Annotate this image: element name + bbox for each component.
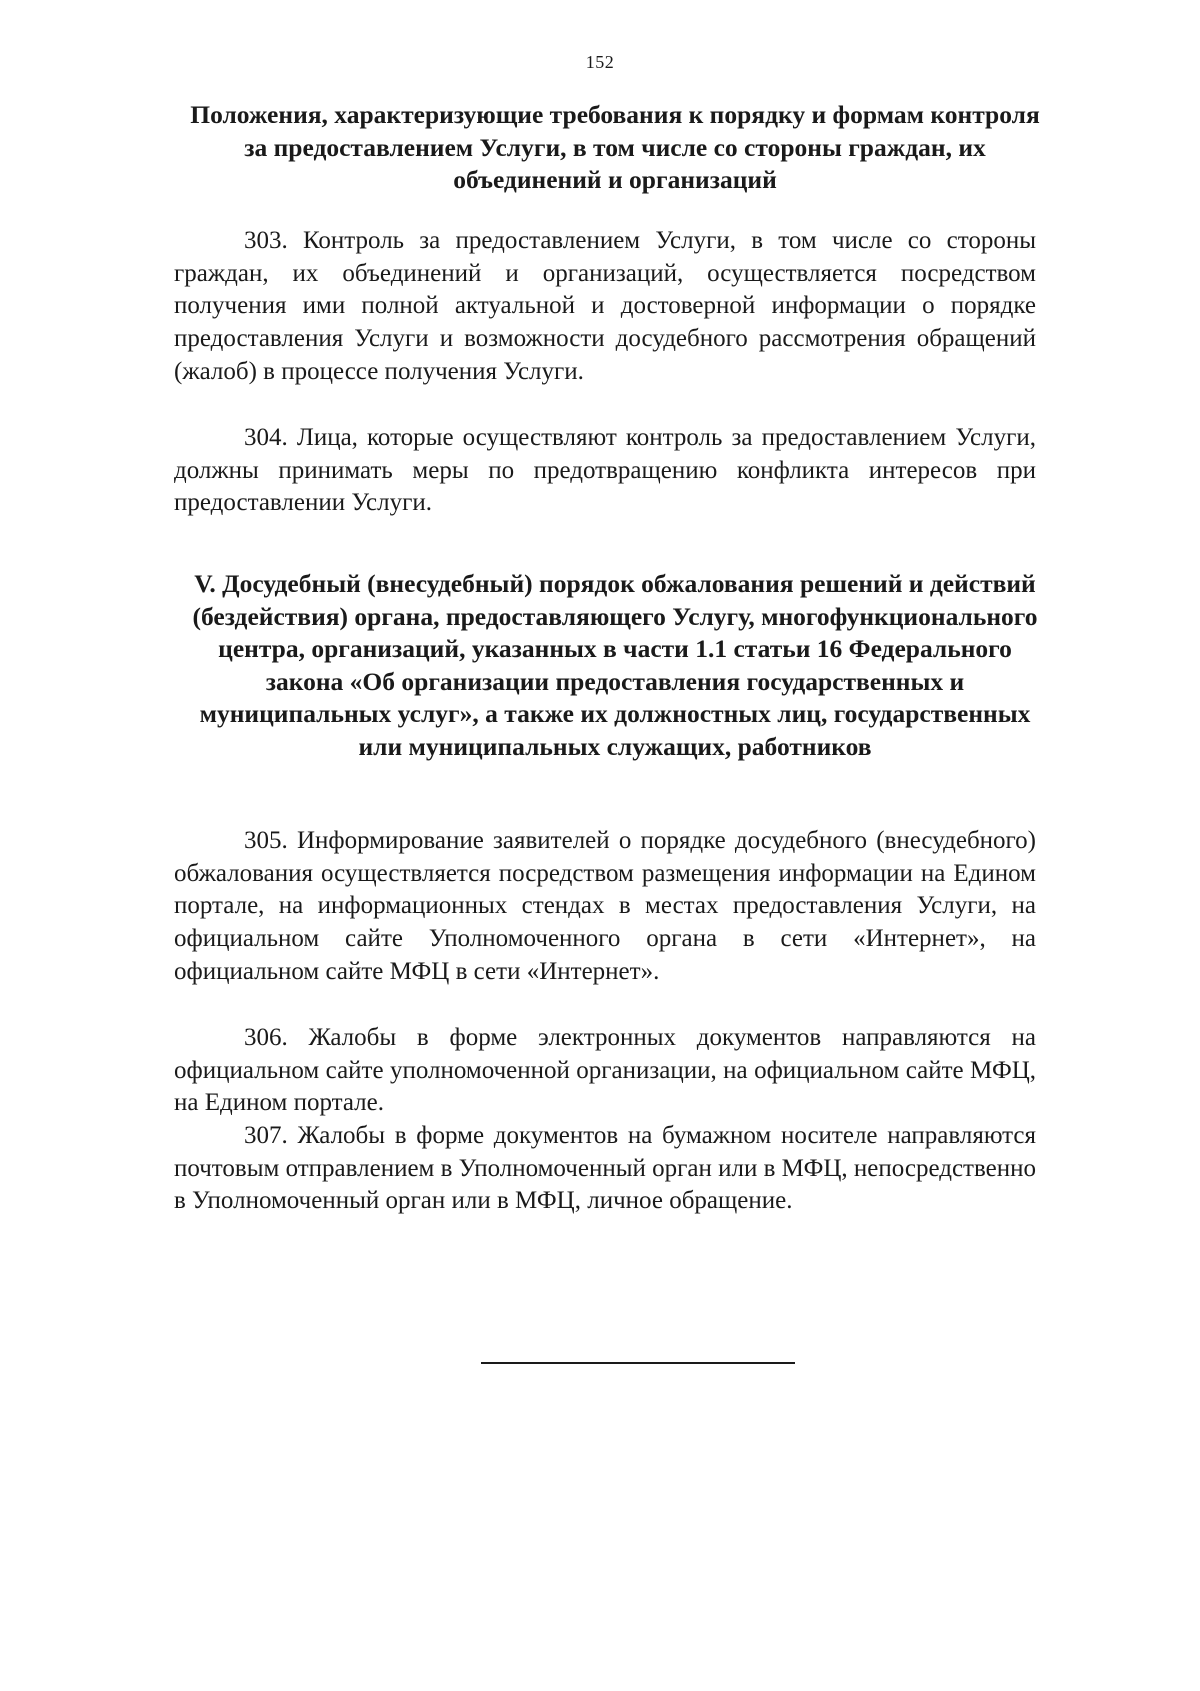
page-number: 152: [585, 52, 615, 72]
section-heading-control: Положения, характеризующие требования к порядку и формам контроля за предоставлением Услуги, в том числе со стороны граждан, их объединений и организаций: [190, 100, 1040, 194]
section-heading-appeal: V. Досудебный (внесудебный) порядок обжалования решений и действий (бездействия) органа, предоставляющего Услугу, многофункционального центра, организаций, указанных в части 1.1 статьи 16 Федерального закона «Об организации предоставления государственных и муниципальных услуг», а также их должностных лиц, государственных или муниципальных служащих, работников: [192, 569, 1038, 761]
paragraph-307: 307. Жалобы в форме документов на бумажном носителе направляются почтовым отправлением в Уполномоченный орган или в МФЦ, непосредственно в Уполномоченный орган или в МФЦ, личное обращение.: [174, 1122, 1036, 1215]
end-separator-line: [481, 1362, 795, 1364]
paragraph-304: 304. Лица, которые осуществляют контроль за предоставлением Услуги, должны принимать меры по предотвращению конфликта интересов при предоставлении Услуги.: [174, 424, 1036, 517]
paragraph-305: 305. Информирование заявителей о порядке досудебного (внесудебного) обжалования осуществляется посредством размещения информации на Едином портале, на информационных стендах в местах предоставления Услуги, на официальном сайте Уполномоченного органа в сети «Интернет», на официальном сайте МФЦ в сети «Интернет».: [174, 827, 1036, 985]
paragraph-303: 303. Контроль за предоставлением Услуги, в том числе со стороны граждан, их объединений и организаций, осуществляется посредством получения ими полной актуальной и достоверной информации о порядке предоставления Услуги и возможности досудебного рассмотрения обращений (жалоб) в процессе получения Услуги.: [174, 227, 1036, 385]
paragraph-306: 306. Жалобы в форме электронных документов направляются на официальном сайте уполномоченной организации, на официальном сайте МФЦ, на Едином портале.: [174, 1024, 1036, 1117]
